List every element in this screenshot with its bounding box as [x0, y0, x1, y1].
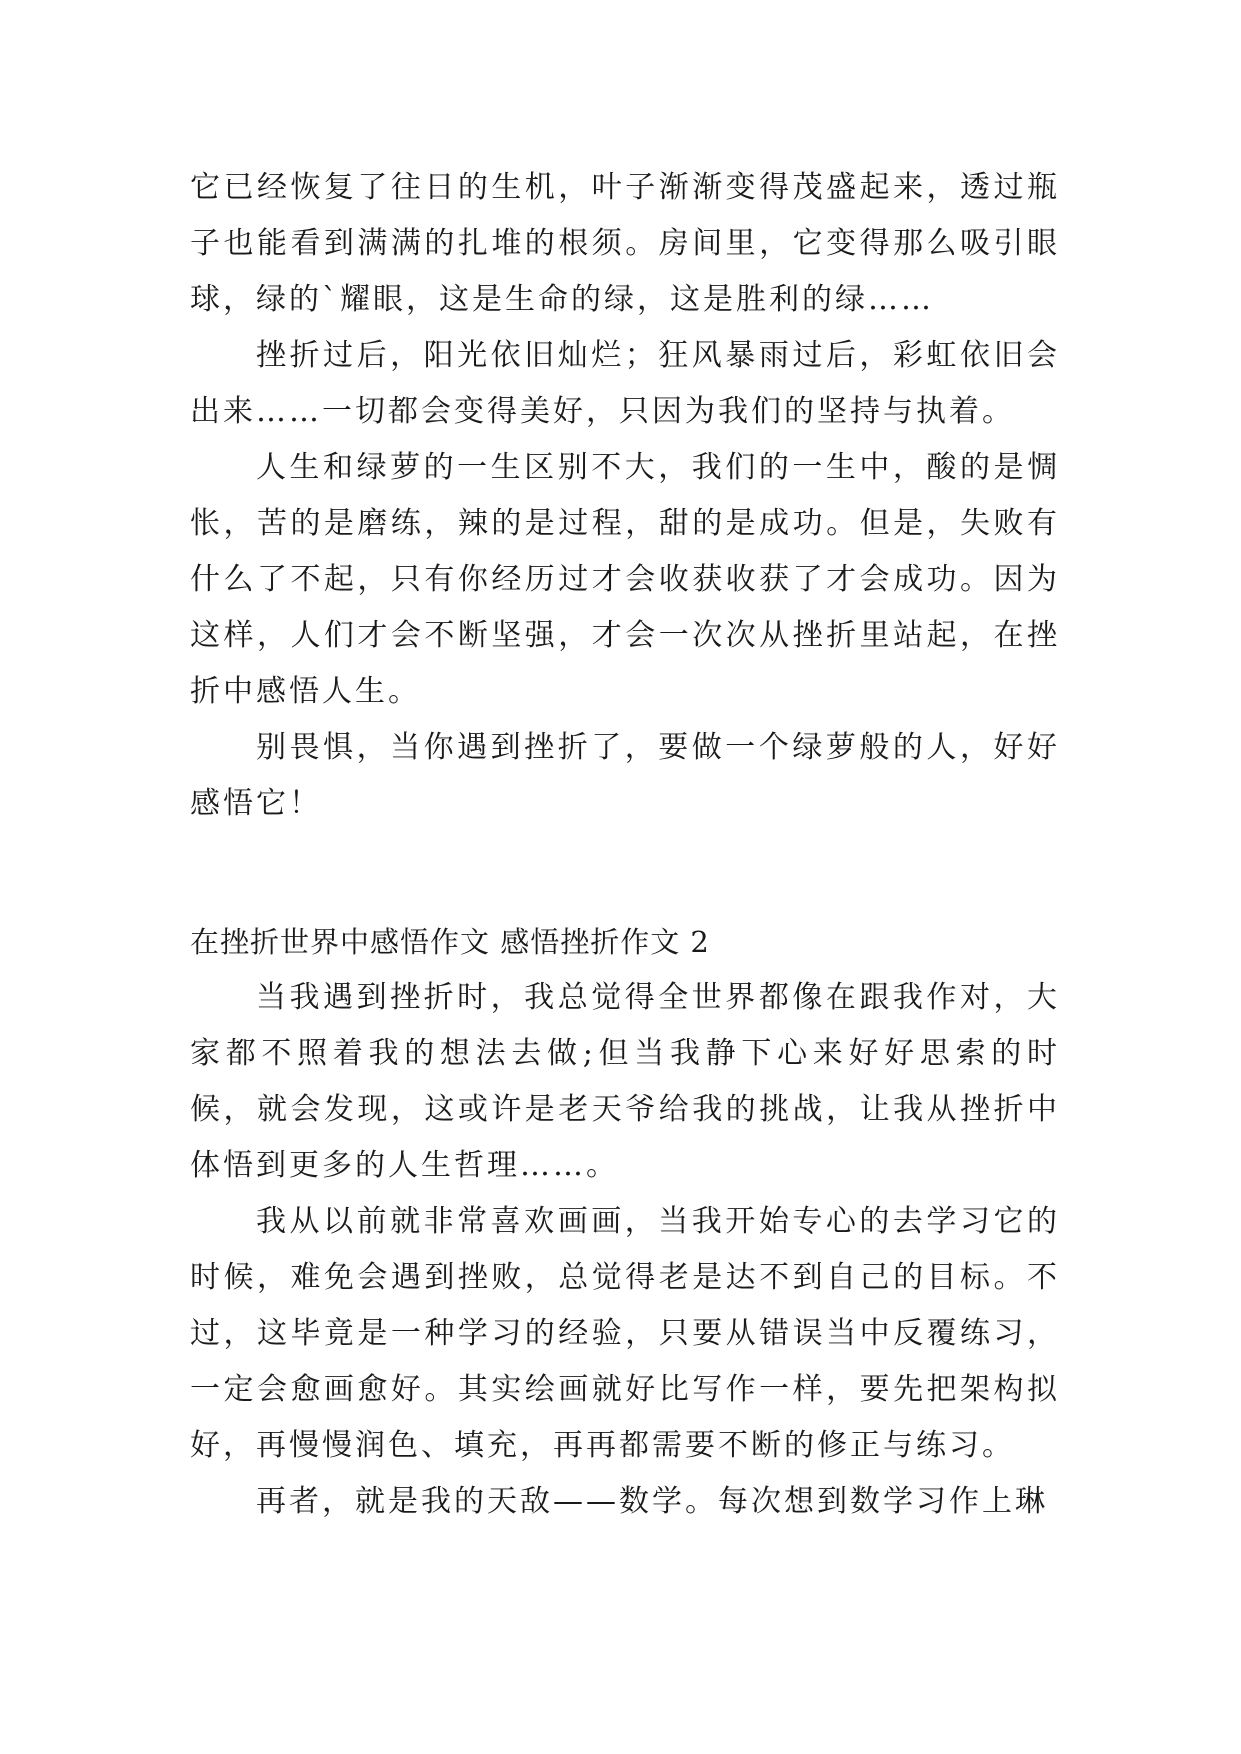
paragraph: 我从以前就非常喜欢画画，当我开始专心的去学习它的时候，难免会遇到挫败，总觉得老是达不到自己的目标。不过，这毕竟是一种学习的经验，只要从错误当中反覆练习，一定会愈画愈好。其实绘画就好比写作一样，要先把架构拟好，再慢慢润色、填充，再再都需要不断的修正与练习。: [190, 1204, 1060, 1463]
paragraph: 挫折过后，阳光依旧灿烂；狂风暴雨过后，彩虹依旧会出来……一切都会变得美好，只因为我们的坚持与执着。: [190, 338, 1060, 429]
paragraph: 再者，就是我的天敌——数学。每次想到数学习作上琳: [256, 1484, 1048, 1519]
document-body: [190, 160, 1060, 1530]
paragraph: 人生和绿萝的一生区别不大，我们的一生中，酸的是惆怅，苦的是磨练，辣的是过程，甜的是成功。但是，失败有什么了不起，只有你经历过才会收获收获了才会成功。因为这样，人们才会不断坚强，才会一次次从挫折里站起，在挫折中感悟人生。: [190, 450, 1060, 709]
paragraph-continued: 它已经恢复了往日的生机，叶子渐渐变得茂盛起来，透过瓶子也能看到满满的扎堆的根须。房间里，它变得那么吸引眼球，绿的`耀眼，这是生命的绿，这是胜利的绿……: [190, 170, 1060, 317]
section-heading: 在挫折世界中感悟作文 感悟挫折作文 2: [190, 925, 710, 959]
paragraph: 别畏惧，当你遇到挫折了，要做一个绿萝般的人，好好感悟它！: [190, 730, 1060, 821]
section-spacer: [190, 832, 1060, 914]
paragraph: 当我遇到挫折时，我总觉得全世界都像在跟我作对，大家都不照着我的想法去做;但当我静下心来好好思索的时候，就会发现，这或许是老天爷给我的挑战，让我从挫折中体悟到更多的人生哲理……。: [190, 980, 1060, 1183]
